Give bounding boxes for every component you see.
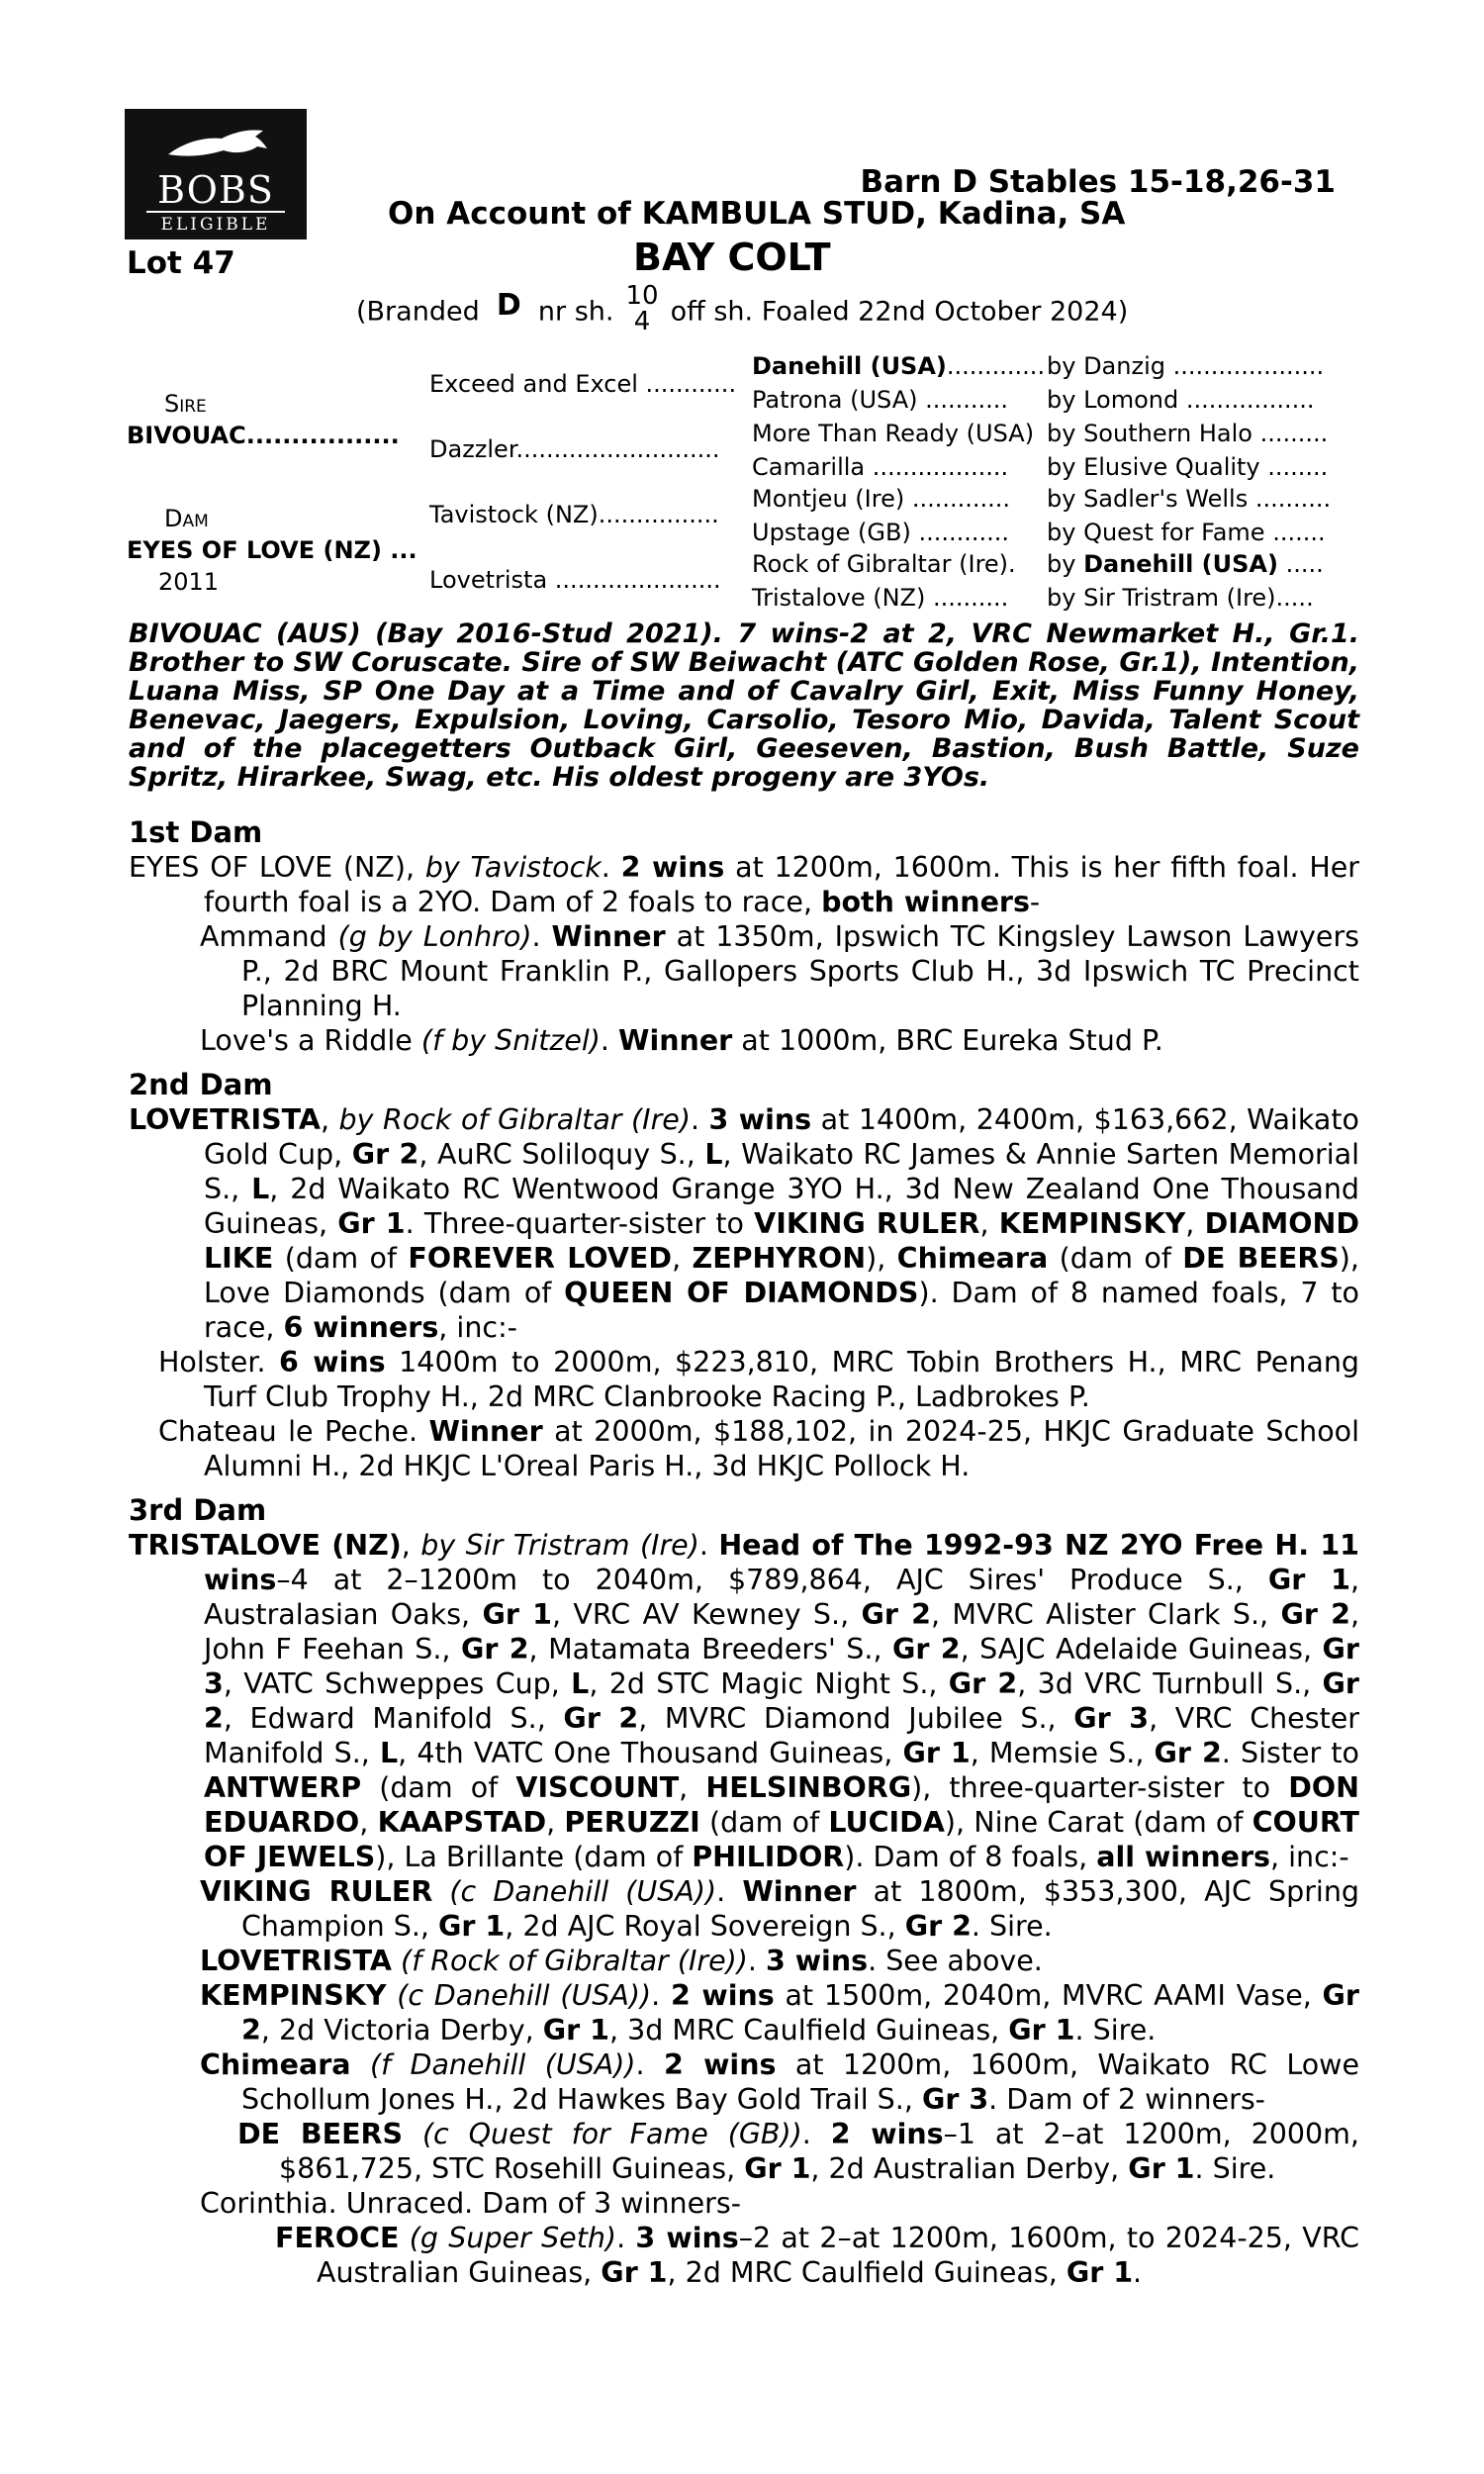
pedigree-sire-line: by Elusive Quality ........ [1047,453,1329,481]
progeny-entry: Chimeara (f Danehill (USA)). 2 wins at 1200m, 1600m, Waikato RC Lowe Schollum Jones H., 2d Hawkes Bay Gold Trail S., Gr 3. Dam of 2 winners- [200,2048,1359,2116]
pedigree-sire-line: by Danehill (USA) ..... [1047,550,1324,578]
progeny-entry: Love's a Riddle (f by Snitzel). Winner at 1000m, BRC Eureka Stud P. [200,1024,1163,1057]
pedigree-gen3: Danehill (USA)............. [752,352,1046,380]
brand-number [622,283,662,334]
brand-mark-icon: D [496,287,521,323]
pedigree-gen3: Tristalove (NZ) .......... [752,584,1009,612]
progeny-entry: FEROCE (g Super Seth). 3 wins–2 at 2–at 1200m, 1600m, to 2024-25, VRC Australian Guineas, Gr 1, 2d MRC Caulfield Guineas, Gr 1. [275,2222,1359,2289]
progeny-entry: VIKING RULER (c Danehill (USA)). Winner at 1800m, $353,300, AJC Spring Champion S., Gr 1, 2d AJC Royal Sovereign S., Gr 2. Sire. [200,1875,1359,1943]
dam-name-text: EYES OF LOVE (NZ) [127,536,382,564]
pedigree-gen2: Dazzler........................... [429,435,720,463]
pedigree-by-text: by Quest for Fame [1047,519,1265,546]
progeny-entry: DE BEERS (c Quest for Fame (GB)). 2 wins–1 at 2–at 1200m, 2000m, $861,725, STC Rosehill Guineas, Gr 1, 2d Australian Derby, Gr 1. Sire. [237,2118,1359,2185]
family-details [129,815,1359,2290]
progeny-entry: Corinthia. Unraced. Dam of 3 winners- [200,2187,741,2220]
pedigree-by-text: by Sir Tristram (Ire) [1047,584,1276,612]
pedigree-gen2: Tavistock (NZ)................ [429,501,719,528]
pedigree-gen3: Montjeu (Ire) ............. [752,485,1011,513]
dam3-entry: TRISTALOVE (NZ), by Sir Tristram (Ire). Head of The 1992-93 NZ 2YO Free H. 11 wins–4 at 2–1200m to 2040m, $789,864, AJC Sires' Produce S., Gr 1, Australasian Oaks, Gr 1, VRC AV Kewney S., Gr 2, MVRC Alister Clark S., Gr 2, John F Feehan S., Gr 2, Matamata Breeders' S., Gr 2, SAJC Adelaide Guineas, Gr 3, VATC Schweppes Cup, L, 2d STC Magic Night S., Gr 2, 3d VRC Turnbull S., Gr 2, Edward Manifold S., Gr 2, MVRC Diamond Jubilee S., Gr 3, VRC Chester Manifold S., L, 4th VATC One Thousand Guineas, Gr 1, Memsie S., Gr 2. Sister to ANTWERP (dam of VISCOUNT, HELSINBORG), three-quarter-sister to DON EDUARDO, KAAPSTAD, PERUZZI (dam of LUCIDA), Nine Carat (dam of COURT OF JEWELS), La Brillante (dam of PHILIDOR). Dam of 8 foals, all winners, inc:- [129,1529,1360,1873]
section-heading-dam3: 3rd Dam [129,1493,267,1527]
pedigree-g3-name: Danehill (USA) [752,352,947,380]
dam1-entry: EYES OF LOVE (NZ), by Tavistock. 2 wins at 1200m, 1600m. This is her fifth foal. Her fourth foal is a 2YO. Dam of 2 foals to race, both winners- [129,851,1360,918]
pedigree-sire-line: by Quest for Fame ....... [1047,519,1326,546]
pedigree-sire-line: by Sadler's Wells .......... [1047,485,1332,513]
dam2-entry: LOVETRISTA, by Rock of Gibraltar (Ire). 3 wins at 1400m, 2400m, $163,662, Waikato Gold Cup, Gr 2, AuRC Soliloquy S., L, Waikato RC James & Annie Sarten Memorial S., L, 2d Waikato RC Wentwood Grange 3YO H., 3d New Zealand One Thousand Guineas, Gr 1. Three-quarter-sister to VIKING RULER, KEMPINSKY, DIAMOND LIKE (dam of FOREVER LOVED, ZEPHYRON), Chimeara (dam of DE BEERS), Love Diamonds (dam of QUEEN OF DIAMONDS). Dam of 8 named foals, 7 to race, 6 winners, inc:- [129,1103,1360,1344]
progeny-entry: Holster. 6 wins 1400m to 2000m, $223,810, MRC Tobin Brothers H., MRC Penang Turf Club Trophy H., 2d MRC Clanbrooke Racing P., Ladbrokes P. [158,1346,1359,1413]
section-heading-dam2: 2nd Dam [129,1068,273,1101]
pedigree-sire-line: by Sir Tristram (Ire)..... [1047,584,1314,612]
pedigree-g3-name: More Than Ready (USA) [752,420,1035,447]
pedigree-sire-line: by Danzig .................... [1047,352,1325,380]
progeny-entry: Chateau le Peche. Winner at 2000m, $188,102, in 2024-25, HKJC Graduate School Alumni H., 2d HKJC L'Oreal Paris H., 3d HKJC Pollock H. [158,1415,1359,1482]
pedigree-by-text: by Danzig [1047,352,1165,380]
pedigree-gen3: Upstage (GB) ............ [752,519,1010,546]
barn-location: Barn D Stables 15-18,26-31 [860,164,1336,200]
pedigree-g2-name: Dazzler [429,435,516,463]
pedigree-by-text: by Elusive Quality [1047,453,1260,481]
sire-summary: BIVOUAC (AUS) (Bay 2016-Stud 2021). 7 wins-2 at 2, VRC Newmarket H., Gr.1. Brother to SW Coruscate. Sire of SW Beiwacht (ATC Golden Rose, Gr.1), Intention, Luana Miss, SP One Day at a Time and of Cavalry Girl, Exit, Miss Funny Honey, Benevac, Jaegers, Expulsion, Loving, Carsolio, Tesoro Mio, Davida, Talent Scout and of the placegetters Outback Girl, Geeseven, Bastion, Bush Battle, Suze Spritz, Hirarkee, Swag, etc. His oldest progeny are 3YOs. [129,618,1359,793]
dam-year: 2011 [158,568,220,596]
pedigree-gen2: Lovetrista ...................... [429,566,721,594]
pedigree-g3-name: Montjeu (Ire) [752,485,905,513]
brand-num: 10 [625,281,659,311]
pedigree-g3-name: Camarilla [752,453,866,481]
horse-logo-icon [164,125,273,164]
dam-label: Dam [164,505,209,532]
brand-mid: nr sh. [537,296,614,328]
pedigree-gen3 [752,550,1016,578]
pedigree-by-text: Danehill (USA) [1083,550,1278,578]
pedigree-gen3 [752,420,1034,447]
sire-name-text: BIVOUAC [127,422,246,449]
section-heading-dam1: 1st Dam [129,815,263,849]
pedigree-sire-line: by Southern Halo ......... [1047,420,1329,447]
pedigree-by-text: by Sadler's Wells [1047,485,1249,513]
pedigree-sire-line: by Lomond ................. [1047,386,1315,414]
brand-prefix: (Branded [356,296,480,328]
pedigree-g3-name: Patrona (USA) [752,386,918,414]
pedigree-g3-name: Rock of Gibraltar (Ire). [752,550,1016,578]
pedigree-g2-name: Exceed and Excel [429,370,638,398]
vendor-account: On Account of KAMBULA STUD, Kadina, SA [388,196,1126,232]
pedigree-by-text: by Southern Halo [1047,420,1252,447]
pedigree-g3-name: Tristalove (NZ) [752,584,926,612]
brand-details [356,281,1129,338]
brand-suffix: off sh. Foaled 22nd October 2024) [670,296,1129,328]
progeny-entry: KEMPINSKY (c Danehill (USA)). 2 wins at 1500m, 2040m, MVRC AAMI Vase, Gr 2, 2d Victoria Derby, Gr 1, 3d MRC Caulfield Guineas, Gr 1. Sire. [200,1979,1359,2046]
pedigree-g2-name: Lovetrista [429,566,548,594]
sire-name: BIVOUAC................. [127,422,400,449]
bobs-eligible-logo [125,109,307,239]
horse-description: BAY COLT [633,236,831,279]
progeny-entry: Ammand (g by Lonhro). Winner at 1350m, Ipswich TC Kingsley Lawson Lawyers P., 2d BRC Mount Franklin P., Gallopers Sports Club H., 3d Ipswich TC Precinct Planning H. [200,920,1360,1022]
pedigree-gen2: Exceed and Excel ............ [429,370,737,398]
pedigree-g2-name: Tavistock (NZ) [429,501,599,528]
logo-text-main: BOBS [157,168,274,212]
dam-name: EYES OF LOVE (NZ) ... [127,536,417,564]
logo-text-sub: ELIGIBLE [146,211,285,235]
progeny-entry: LOVETRISTA (f Rock of Gibraltar (Ire)). 3 wins. See above. [200,1945,1043,1977]
pedigree-gen3: Patrona (USA) ........... [752,386,1009,414]
pedigree-by-text: by Lomond [1047,386,1179,414]
pedigree-g3-name: Upstage (GB) [752,519,911,546]
lot-number: Lot 47 [127,245,235,281]
sire-label: Sire [164,390,207,418]
pedigree-gen3: Camarilla .................. [752,453,1009,481]
brand-den: 4 [633,307,651,336]
